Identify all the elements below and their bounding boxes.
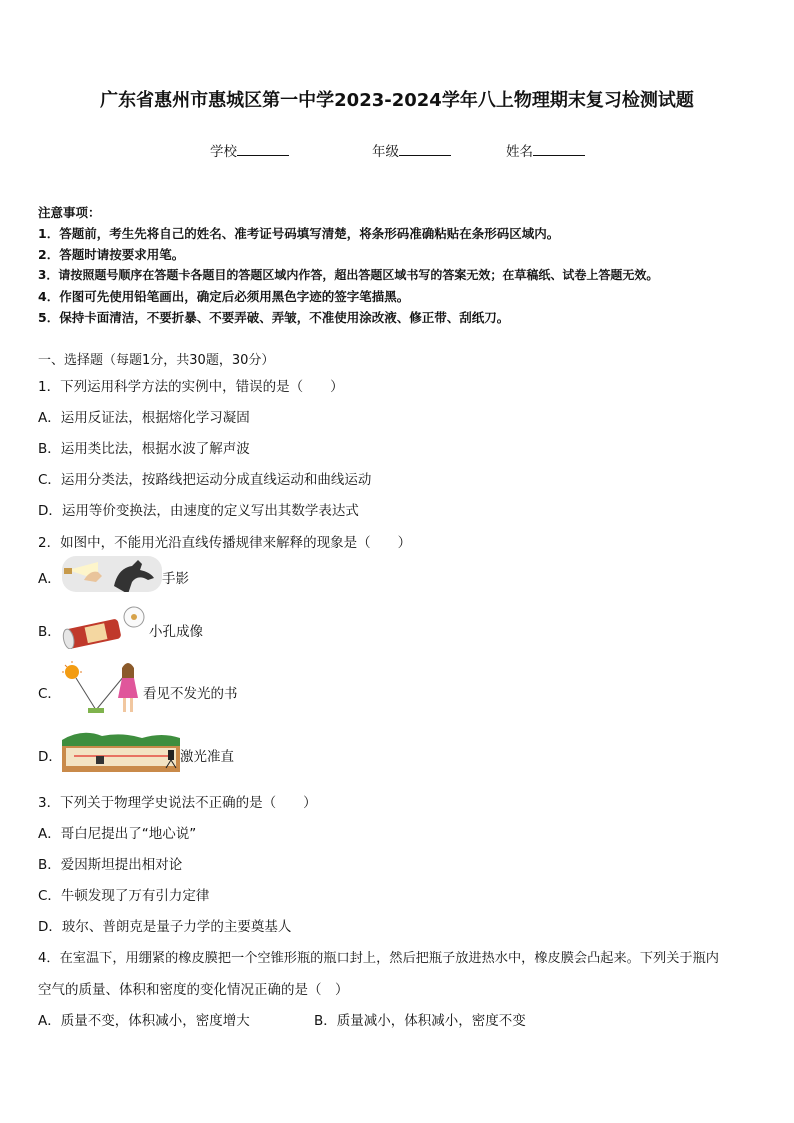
notice-item: 1．答题前，考生先将自己的姓名、准考证号码填写清楚，将条形码准确粘贴在条形码区域内。 — [38, 226, 560, 241]
q4-option-b: B．质量减小，体积减小，密度不变 — [314, 1013, 526, 1029]
hand-shadow-image — [62, 556, 162, 592]
q3-option-c: C．牛顿发现了万有引力定律 — [38, 888, 210, 904]
q2-option-b-label: B． — [38, 624, 61, 640]
laser-tunnel-image — [62, 730, 180, 772]
q2-option-d-caption: 激光准直 — [180, 749, 234, 765]
notice-item: 4．作图可先使用铅笔画出，确定后必须用黑色字迹的签字笔描黑。 — [38, 289, 410, 304]
q1-option-d: D．运用等价变换法，由速度的定义写出其数学表达式 — [38, 503, 359, 519]
q2-stem: 2．如图中，不能用光沿直线传播规律来解释的现象是（ ） — [38, 535, 412, 551]
q3-option-b: B．爱因斯坦提出相对论 — [38, 857, 183, 873]
q1-option-c: C．运用分类法，按路线把运动分成直线运动和曲线运动 — [38, 472, 372, 488]
notice-item: 5．保持卡面清洁，不要折暴、不要弄破、弄皱，不准使用涂改液、修正带、刮纸刀。 — [38, 310, 510, 325]
name-field: 姓名 — [506, 140, 585, 160]
q4-option-a: A．质量不变，体积减小，密度增大 — [38, 1013, 250, 1029]
q4-stem-line1: 4．在室温下，用绷紧的橡皮膜把一个空锥形瓶的瓶口封上，然后把瓶子放进热水中，橡皮膜会凸起来。下列关于瓶内 — [38, 951, 719, 966]
q2-option-b-caption: 小孔成像 — [149, 624, 203, 640]
q2-option-c-caption: 看见不发光的书 — [143, 686, 238, 702]
grade-field: 年级 — [372, 140, 451, 160]
q2-option-d-label: D． — [38, 749, 62, 765]
q2-option-a-label: A． — [38, 571, 61, 587]
notice-heading: 注意事项： — [38, 205, 101, 220]
q4-stem-line2: 空气的质量、体积和密度的变化情况正确的是（ ） — [38, 982, 349, 998]
notice-item: 3．请按照题号顺序在答题卡各题目的答题区域内作答，超出答题区域书写的答案无效；在草稿纸、试卷上答题无效。 — [38, 268, 659, 282]
q3-option-a: A．哥白尼提出了“地心说” — [38, 826, 197, 842]
school-field: 学校 — [210, 140, 289, 160]
q1-option-a: A．运用反证法，根据熔化学习凝固 — [38, 410, 250, 426]
notice-item: 2．答题时请按要求用笔。 — [38, 247, 185, 262]
q2-option-a-caption: 手影 — [162, 571, 189, 587]
q2-option-c-label: C． — [38, 686, 61, 702]
q3-stem: 3．下列关于物理学史说法不正确的是（ ） — [38, 795, 317, 811]
section-heading: 一、选择题（每题1分，共30题，30分） — [38, 353, 275, 368]
page-title: 广东省惠州市惠城区第一中学2023-2024学年八上物理期末复习检测试题 — [100, 90, 694, 111]
book-reflection-image — [62, 660, 144, 718]
q1-option-b: B．运用类比法，根据水波了解声波 — [38, 441, 250, 457]
q3-option-d: D．玻尔、普朗克是量子力学的主要奠基人 — [38, 919, 292, 935]
q1-stem: 1．下列运用科学方法的实例中，错误的是（ ） — [38, 379, 344, 395]
pinhole-camera-image — [62, 605, 150, 649]
